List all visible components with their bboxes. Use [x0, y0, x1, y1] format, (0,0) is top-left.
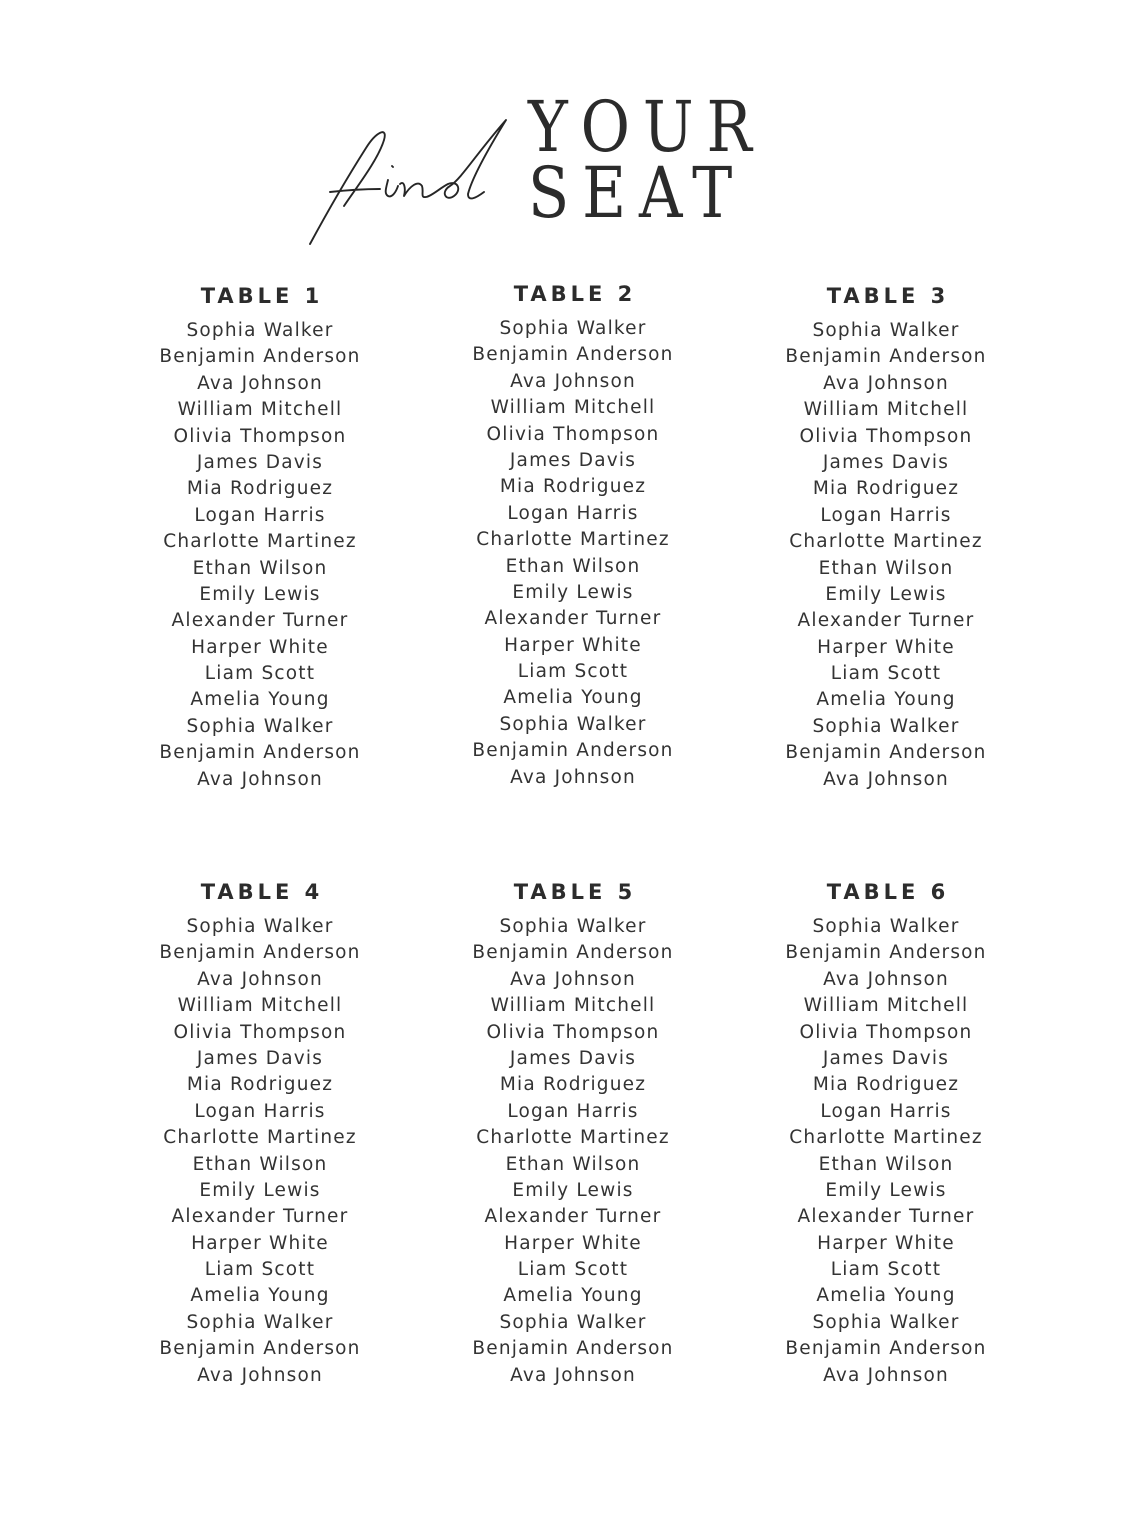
guest-name: Mia Rodriguez	[499, 1074, 647, 1096]
guest-name: Liam Scott	[517, 661, 629, 683]
guest-name: James Davis	[509, 449, 637, 471]
guest-name: Ava Johnson	[197, 968, 323, 990]
guest-list	[110, 914, 410, 1389]
table-title: TABLE 5	[513, 880, 637, 904]
guest-name: Ava Johnson	[197, 1364, 323, 1386]
guest-name: William Mitchell	[803, 995, 969, 1017]
guest-name: Alexander Turner	[484, 1206, 662, 1228]
guest-name: Ava Johnson	[510, 968, 636, 990]
guest-name: Harper White	[817, 636, 955, 658]
guest-name: Benjamin Anderson	[785, 742, 987, 764]
guest-name: Emily Lewis	[825, 583, 947, 605]
guest-name: Alexander Turner	[484, 608, 662, 630]
guest-name: Logan Harris	[507, 502, 639, 524]
guest-name: Logan Harris	[194, 1100, 326, 1122]
guest-name: Ava Johnson	[823, 1364, 949, 1386]
guest-name: Charlotte Martinez	[789, 531, 983, 553]
guest-name: Sophia Walker	[812, 1311, 960, 1333]
guest-name: Olivia Thompson	[486, 423, 660, 445]
guest-name: Charlotte Martinez	[163, 1127, 357, 1149]
guest-name: Mia Rodriguez	[186, 478, 334, 500]
guest-name: Liam Scott	[204, 1259, 316, 1281]
guest-name: Mia Rodriguez	[499, 476, 647, 498]
guest-name: Liam Scott	[830, 663, 942, 685]
guest-name: Benjamin Anderson	[785, 1338, 987, 1360]
guest-name: Sophia Walker	[812, 916, 960, 937]
title-seat: SEAT	[528, 152, 746, 234]
guest-name: Ava Johnson	[510, 1364, 636, 1386]
guest-name: Liam Scott	[830, 1259, 942, 1281]
guest-name: Harper White	[817, 1232, 955, 1254]
guest-name: Harper White	[504, 634, 642, 656]
guest-name: Charlotte Martinez	[789, 1127, 983, 1149]
guest-name: Sophia Walker	[186, 320, 334, 341]
guest-name: Emily Lewis	[825, 1179, 947, 1201]
guest-name: Amelia Young	[190, 689, 330, 711]
guest-name: James Davis	[196, 451, 324, 473]
guest-name: Amelia Young	[816, 1285, 956, 1307]
guest-list	[423, 914, 723, 1389]
guest-name: Olivia Thompson	[486, 1021, 660, 1043]
guest-name: Olivia Thompson	[799, 425, 973, 447]
guest-list	[110, 318, 410, 793]
guest-name: James Davis	[822, 451, 950, 473]
table-card-1	[110, 281, 410, 793]
guest-name: Amelia Young	[503, 1285, 643, 1307]
guest-name: Mia Rodriguez	[812, 478, 960, 500]
guest-name: Sophia Walker	[499, 1311, 647, 1333]
guest-name: Benjamin Anderson	[785, 942, 987, 964]
table-title: TABLE 2	[513, 282, 637, 306]
guest-name: Benjamin Anderson	[472, 740, 674, 762]
guest-name: Emily Lewis	[199, 1179, 321, 1201]
guest-name: Liam Scott	[517, 1259, 629, 1281]
guest-name: Benjamin Anderson	[472, 942, 674, 964]
guest-name: Ethan Wilson	[505, 555, 641, 577]
guest-name: Benjamin Anderson	[472, 344, 674, 366]
guest-name: Logan Harris	[194, 504, 326, 526]
guest-list	[423, 316, 723, 791]
guest-name: Mia Rodriguez	[812, 1074, 960, 1096]
guest-list	[736, 914, 1036, 1389]
guest-name: James Davis	[196, 1047, 324, 1069]
guest-name: Ethan Wilson	[505, 1153, 641, 1175]
guest-name: Sophia Walker	[812, 715, 960, 737]
guest-name: Benjamin Anderson	[159, 942, 361, 964]
guest-name: Harper White	[504, 1232, 642, 1254]
guest-name: Harper White	[191, 1232, 329, 1254]
guest-name: Ava Johnson	[197, 372, 323, 394]
guest-name: Ava Johnson	[823, 968, 949, 990]
guest-name: Charlotte Martinez	[476, 529, 670, 551]
guest-name: Liam Scott	[204, 663, 316, 685]
guest-name: Benjamin Anderson	[159, 1338, 361, 1360]
guest-name: Amelia Young	[503, 687, 643, 709]
guest-name: Charlotte Martinez	[163, 531, 357, 553]
guest-name: Ava Johnson	[197, 768, 323, 790]
guest-name: Benjamin Anderson	[785, 346, 987, 368]
guest-name: William Mitchell	[490, 995, 656, 1017]
guest-name: William Mitchell	[177, 995, 343, 1017]
guest-name: Sophia Walker	[499, 916, 647, 937]
guest-name: Emily Lewis	[512, 581, 634, 603]
guest-name: Alexander Turner	[797, 610, 975, 632]
guest-name: William Mitchell	[177, 399, 343, 421]
guest-name: Logan Harris	[820, 504, 952, 526]
table-title: TABLE 1	[200, 284, 324, 308]
guest-name: Sophia Walker	[186, 715, 334, 737]
guest-name: Sophia Walker	[499, 713, 647, 735]
table-card-5	[423, 877, 723, 1389]
guest-name: Ethan Wilson	[818, 1153, 954, 1175]
table-title: TABLE 4	[200, 880, 324, 904]
guest-name: Benjamin Anderson	[159, 346, 361, 368]
guest-name: Emily Lewis	[199, 583, 321, 605]
guest-name: Logan Harris	[820, 1100, 952, 1122]
guest-name: Ava Johnson	[823, 372, 949, 394]
guest-name: Ava Johnson	[510, 766, 636, 788]
guest-name: Sophia Walker	[186, 916, 334, 937]
guest-name: Harper White	[191, 636, 329, 658]
guest-name: Ethan Wilson	[192, 1153, 328, 1175]
guest-name: Benjamin Anderson	[159, 742, 361, 764]
guest-name: Ava Johnson	[510, 370, 636, 392]
guest-name: Benjamin Anderson	[472, 1338, 674, 1360]
table-card-4	[110, 877, 410, 1389]
guest-name: Amelia Young	[816, 689, 956, 711]
guest-name: Ava Johnson	[823, 768, 949, 790]
guest-name: Amelia Young	[190, 1285, 330, 1307]
guest-list	[736, 318, 1036, 793]
guest-name: James Davis	[822, 1047, 950, 1069]
guest-name: James Davis	[509, 1047, 637, 1069]
guest-name: Alexander Turner	[171, 1206, 349, 1228]
guest-name: Emily Lewis	[512, 1179, 634, 1201]
guest-name: Alexander Turner	[797, 1206, 975, 1228]
guest-name: Alexander Turner	[171, 610, 349, 632]
guest-name: Olivia Thompson	[173, 425, 347, 447]
title-your: YOUR	[528, 86, 765, 168]
guest-name: Charlotte Martinez	[476, 1127, 670, 1149]
table-card-3	[736, 281, 1036, 793]
guest-name: Ethan Wilson	[192, 557, 328, 579]
table-title: TABLE 6	[826, 880, 950, 904]
guest-name: Olivia Thompson	[173, 1021, 347, 1043]
guest-name: Sophia Walker	[812, 320, 960, 341]
table-title: TABLE 3	[826, 284, 950, 308]
guest-name: Ethan Wilson	[818, 557, 954, 579]
guest-name: William Mitchell	[803, 399, 969, 421]
guest-name: William Mitchell	[490, 397, 656, 419]
table-card-2	[423, 279, 723, 791]
guest-name: Logan Harris	[507, 1100, 639, 1122]
guest-name: Mia Rodriguez	[186, 1074, 334, 1096]
guest-name: Sophia Walker	[186, 1311, 334, 1333]
guest-name: Sophia Walker	[499, 318, 647, 339]
guest-name: Olivia Thompson	[799, 1021, 973, 1043]
table-card-6	[736, 877, 1036, 1389]
